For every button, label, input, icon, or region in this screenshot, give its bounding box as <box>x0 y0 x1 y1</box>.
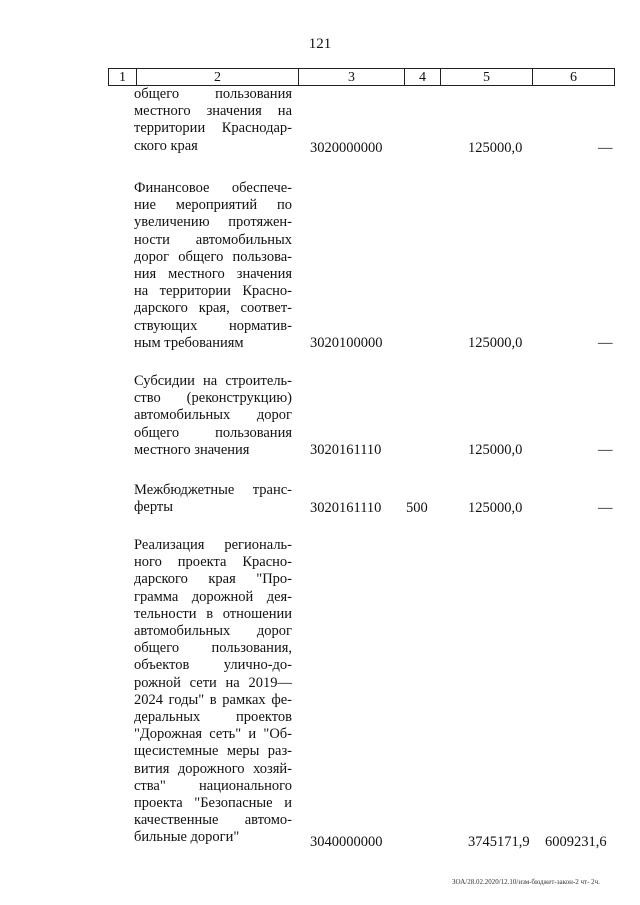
description-line: бильные дороги" <box>134 829 240 846</box>
row-code: 3020161110 <box>310 442 382 458</box>
row-code: 3020000000 <box>310 140 383 156</box>
description-line: Межбюджетные транс- <box>134 482 292 498</box>
description-line: "Дорожная сеть" и "Об- <box>134 726 292 743</box>
row-description <box>134 482 292 516</box>
row-code: 3040000000 <box>310 834 383 850</box>
description-line: ного проекта Красно- <box>134 554 292 571</box>
description-line: автомобильных дорог <box>134 623 292 640</box>
row-description <box>134 180 292 352</box>
description-line: тельности в отношении <box>134 605 292 622</box>
description-line: Реализация региональ- <box>134 537 292 553</box>
description-line: местного значения <box>134 441 250 458</box>
description-line: рожной сети на 2019— <box>134 674 292 691</box>
description-line: вития дорожного хозяй- <box>134 760 292 777</box>
description-line: качественные автомо- <box>134 812 292 829</box>
description-line: автомобильных дорог <box>134 407 292 424</box>
row-type: 500 <box>406 500 428 516</box>
description-line: Финансовое обеспече- <box>134 180 292 196</box>
description-line: общего пользования, <box>134 640 292 657</box>
description-line: ствующих норматив- <box>134 317 292 334</box>
description-line: дарского края "Про- <box>134 571 292 588</box>
description-line: ского края <box>134 137 198 154</box>
description-line: объектов улично-до- <box>134 657 292 674</box>
row-description <box>134 373 292 459</box>
row-sum-col5: 125000,0 <box>468 500 523 516</box>
row-description <box>134 86 292 155</box>
header-col-6: 6 <box>570 70 577 85</box>
description-line: увеличению протяжен- <box>134 214 292 231</box>
description-line: ным требованиям <box>134 334 244 351</box>
row-sum-col5: 3745171,9 <box>468 834 530 850</box>
description-line: местного значения на <box>134 103 292 120</box>
description-line: ферты <box>134 499 173 516</box>
description-line: ности автомобильных <box>134 231 292 248</box>
description-line: общего пользования <box>134 424 292 441</box>
header-col-5: 5 <box>441 69 533 85</box>
header-col-2: 2 <box>137 69 299 85</box>
row-description <box>134 537 292 847</box>
page-number: 121 <box>308 36 332 52</box>
table-header-row <box>108 68 615 86</box>
row-sum-col6: 6009231,6 <box>545 834 607 850</box>
row-sum-col6: — <box>598 442 613 458</box>
header-col-3: 3 <box>299 69 405 85</box>
description-line: ния местного значения <box>134 266 292 283</box>
description-line: дорог общего пользова- <box>134 248 292 265</box>
description-line: проекта "Безопасные и <box>134 795 292 812</box>
header-col-1: 1 <box>109 69 137 85</box>
description-line: грамма дорожной дея- <box>134 588 292 605</box>
description-line: ство (реконструкцию) <box>134 390 292 407</box>
description-line: ние мероприятий по <box>134 197 292 214</box>
description-line: щесистемные меры раз- <box>134 743 292 760</box>
footer-file-code: ЗОА/28.02.2020/12.10/изм-бюджет-закон-2 чт- 2ч. <box>452 878 600 886</box>
description-line: 2024 годы" в рамках фе- <box>134 691 292 708</box>
description-line: на территории Красно- <box>134 283 292 300</box>
row-sum-col5: 125000,0 <box>468 335 523 351</box>
row-sum-col6: — <box>598 335 613 351</box>
description-line: деральных проектов <box>134 709 292 726</box>
description-line: общего пользования <box>134 86 292 102</box>
row-sum-col6: — <box>598 500 613 516</box>
row-sum-col5: 125000,0 <box>468 140 523 156</box>
row-sum-col6: — <box>598 140 613 156</box>
header-col-4: 4 <box>405 69 441 85</box>
row-sum-col5: 125000,0 <box>468 442 523 458</box>
row-code: 3020161110 <box>310 500 382 516</box>
description-line: дарского края, соответ- <box>134 300 292 317</box>
description-line: ства" национального <box>134 777 292 794</box>
description-line: территории Краснодар- <box>134 120 292 137</box>
description-line: Субсидии на строитель- <box>134 373 292 389</box>
row-code: 3020100000 <box>310 335 383 351</box>
